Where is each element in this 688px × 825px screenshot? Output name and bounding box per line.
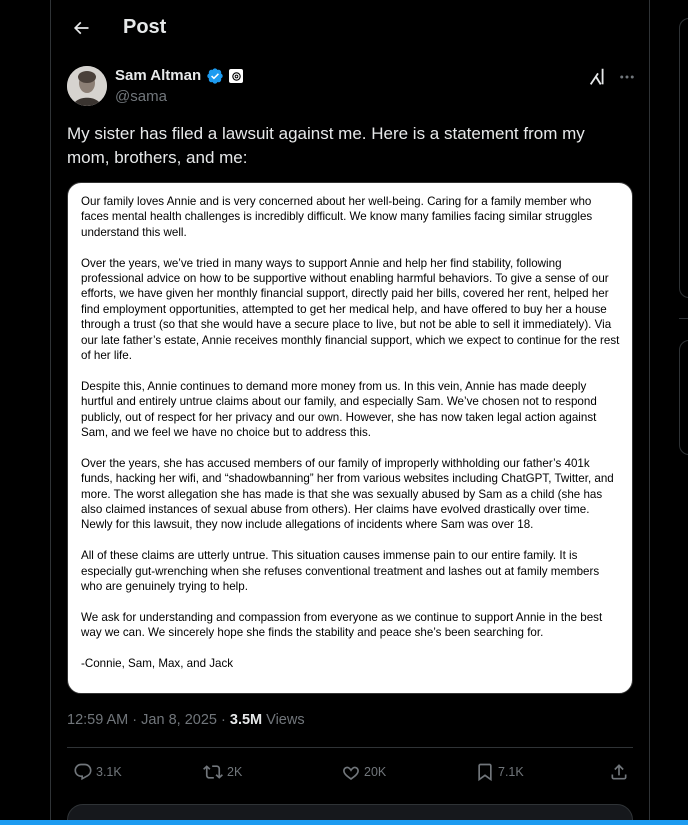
statement-image[interactable] [67, 182, 633, 694]
sidebar-card [679, 340, 688, 455]
share-icon [609, 762, 629, 782]
author-handle[interactable]: @sama [115, 88, 167, 105]
views-label: Views [266, 712, 305, 728]
tweet-text: My sister has filed a lawsuit against me. Here is a statement from my mom, brothers, and me: [67, 124, 585, 167]
post-time[interactable]: 12:59 AM [67, 712, 129, 728]
openai-logo-icon [231, 71, 242, 82]
author-row [67, 66, 634, 110]
repost-icon [202, 762, 224, 782]
post-column [51, 0, 650, 825]
verified-badge-icon[interactable] [206, 67, 224, 85]
divider [67, 747, 633, 748]
reply-icon [73, 762, 93, 782]
statement-paragraph: Our family loves Annie and is very concerned about her well-being. Caring for a family member who faces mental health challenges is incredibly difficult. We know many families facing similar struggles understand this well. [81, 195, 593, 239]
back-button[interactable] [63, 10, 99, 46]
statement-paragraph: Despite this, Annie continues to demand more money from us. In this vein, Annie has made deeply hurtful and entirely untrue claims about our family, and especially Sam. We’ve chosen not to respond publicly, out of respect for her privacy and our own. However, she has now taken legal action against Sam, and we feel we have no choice but to address this. [81, 379, 597, 440]
bookmark-count: 7.1K [498, 765, 524, 779]
meta-separator: · [221, 712, 226, 728]
left-gutter [0, 0, 51, 825]
repost-button[interactable] [202, 760, 242, 784]
statement-paragraph: Over the years, she has accused members of our family of improperly withholding our father’s 401k funds, hacking her wifi, and “shadowbanning” her from various websites including ChatGPT, Twitter, and more. The worst allegation she has made is that she was sexually abused by Sam as a child (she has also claimed instances of sexual abuse from others). Her claims have evolved drastically over time. Newly for this lawsuit, they now include allegations of incidents where Sam was over 18. [81, 456, 614, 532]
bookmark-icon [475, 762, 495, 782]
bottom-bar [0, 820, 688, 825]
right-sidebar [651, 0, 688, 825]
post-header [51, 0, 650, 56]
page-title: Post [123, 16, 167, 38]
statement-paragraph: All of these claims are utterly untrue. This situation causes immense pain to our entire family. It is especially gut-wrenching when she refuses conventional treatment and lashes out at family members who are genuinely trying to help. [81, 549, 600, 594]
share-button[interactable] [609, 760, 629, 784]
avatar[interactable] [67, 66, 107, 106]
repost-count: 2K [227, 765, 243, 779]
arrow-left-icon [71, 18, 91, 38]
statement-paragraph: Over the years, we’ve tried in many ways to support Annie and help her find stability, following professional advice on how to be supportive without enabling harmful behaviors. To give a sense of our efforts, we have given her monthly financial support, directly paid her bills, covered her rent, helped her find employment opportunities, attempted to get her medical help, and have offered to buy her a house through a trust (so that she would have a secure place to live, but not be able to sell it immediately). Via our late father’s estate, Annie receives monthly financial support, which we expect to continue for the rest of her life. [81, 256, 620, 363]
like-count: 20K [364, 765, 387, 779]
reply-count: 3.1K [96, 765, 122, 779]
divider [679, 318, 688, 319]
views-count[interactable]: 3.5M [229, 712, 263, 728]
grok-icon[interactable] [587, 66, 611, 88]
meta-separator: · [132, 712, 138, 728]
sidebar-card [679, 18, 688, 298]
statement-signature: -Connie, Sam, Max, and Jack [81, 657, 234, 671]
more-icon[interactable] [615, 66, 639, 88]
avatar-image [67, 66, 107, 106]
heart-icon [341, 762, 361, 782]
action-bar [67, 760, 633, 784]
reply-button[interactable] [73, 760, 122, 784]
like-button[interactable] [341, 760, 386, 784]
post-date[interactable]: Jan 8, 2025 [141, 712, 217, 728]
bookmark-button[interactable] [475, 760, 524, 784]
post-meta [67, 712, 305, 728]
openai-affiliate-icon[interactable] [229, 69, 243, 83]
author-name[interactable]: Sam Altman [115, 67, 202, 84]
statement-paragraph: We ask for understanding and compassion from everyone as we continue to support Annie in the best way we can. We sincerely hope she finds the stability and peace she’s been searching for. [81, 610, 603, 640]
